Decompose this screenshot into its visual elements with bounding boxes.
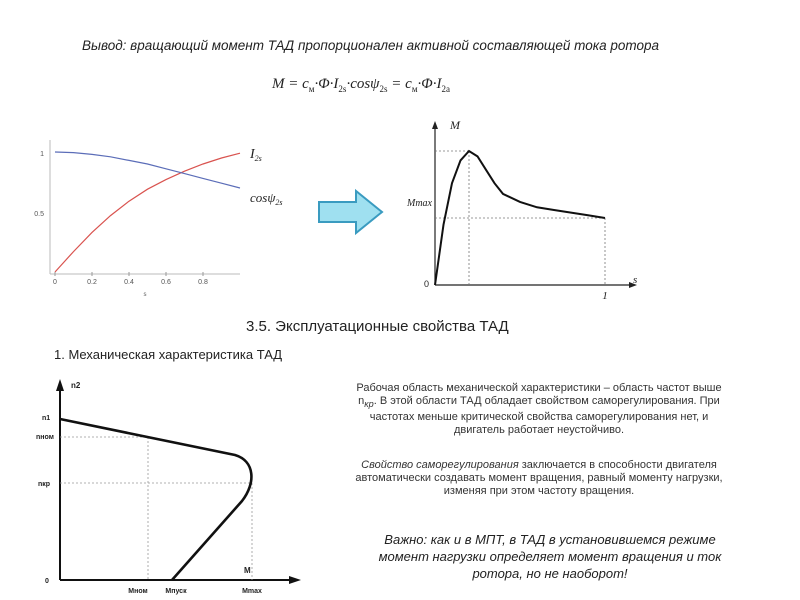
mmax-label: Mmax: [407, 198, 432, 209]
mech-xlabel: M: [244, 566, 251, 575]
mech-zero: 0: [45, 578, 49, 585]
current-cos-chart: [30, 132, 320, 302]
formula-m: M: [272, 76, 285, 92]
mechanical-characteristic-chart: [30, 375, 330, 597]
chart-tl-xtick: 0: [53, 279, 57, 286]
chart-tl-xtick: 0.8: [198, 279, 208, 286]
mech-n-nom: nном: [36, 434, 54, 441]
chart-tl-xlabel: s: [143, 292, 147, 298]
legend-i2s: $I_{2s}$: [250, 147, 262, 163]
mech-m-max: Mmax: [242, 588, 262, 595]
chart-tl-xtick: 0.2: [87, 279, 97, 286]
right-arrow-icon: [316, 188, 386, 238]
conclusion-text: Вывод: вращающий момент ТАД пропорционален активной составляющей тока ротора: [82, 38, 659, 53]
i2s-line: [55, 153, 240, 272]
chart-tr-ylabel: M: [450, 118, 460, 132]
working-region-description: Рабочая область механической характеристики – область частот выше $n_{кр}$. В этой области ТАД обладает свойством саморегулирования. При частотах меньше критической свойства саморегулирования нет, и двигатель работает неустойчиво.: [356, 382, 722, 437]
mech-n1: n1: [42, 415, 51, 422]
mech-ylabel: n2: [71, 381, 81, 390]
mech-curve: [60, 419, 251, 580]
chart-tl-xtick: 0.6: [161, 279, 171, 286]
self-regulation-description: Свойство саморегулирования заключается в способности двигателя автоматически создавать момент вращения, равный моменту нагрузки, изменяя при этом частоту вращения.: [355, 459, 723, 497]
cos-psi-line: [55, 152, 240, 188]
mech-m-nom: Mном: [128, 588, 148, 595]
subsection-title: 1. Механическая характеристика ТАД: [54, 347, 283, 362]
torque-formula: $M = c_м\cdot\Phi\cdot I_{2s}\cdot\cos\psi_{2s} = c_м\cdot\Phi\cdot I_{2a}$: [272, 76, 450, 94]
torque-slip-chart: [405, 115, 645, 310]
section-title: 3.5. Эксплуатационные свойства ТАД: [246, 318, 509, 335]
chart-tl-ytick-05: 0.5: [34, 211, 44, 218]
chart-tr-x-one: 1: [602, 290, 608, 302]
mech-m-pusk: Mпуск: [165, 588, 187, 595]
chart-tr-origin: 0: [423, 279, 429, 289]
important-note: Важно: как и в МПТ, в ТАД в установившемся режиме момент нагрузки определяет момент вращения и ток ротора, но не наоборот!: [378, 532, 722, 581]
chart-tl-ytick-1: 1: [40, 151, 44, 158]
chart-tl-xtick: 0.4: [124, 279, 134, 286]
chart-tr-xlabel: s: [633, 274, 638, 286]
legend-cos-psi: cosψ$_{2s}$: [250, 190, 283, 207]
mech-n-kr: nкр: [38, 481, 51, 488]
